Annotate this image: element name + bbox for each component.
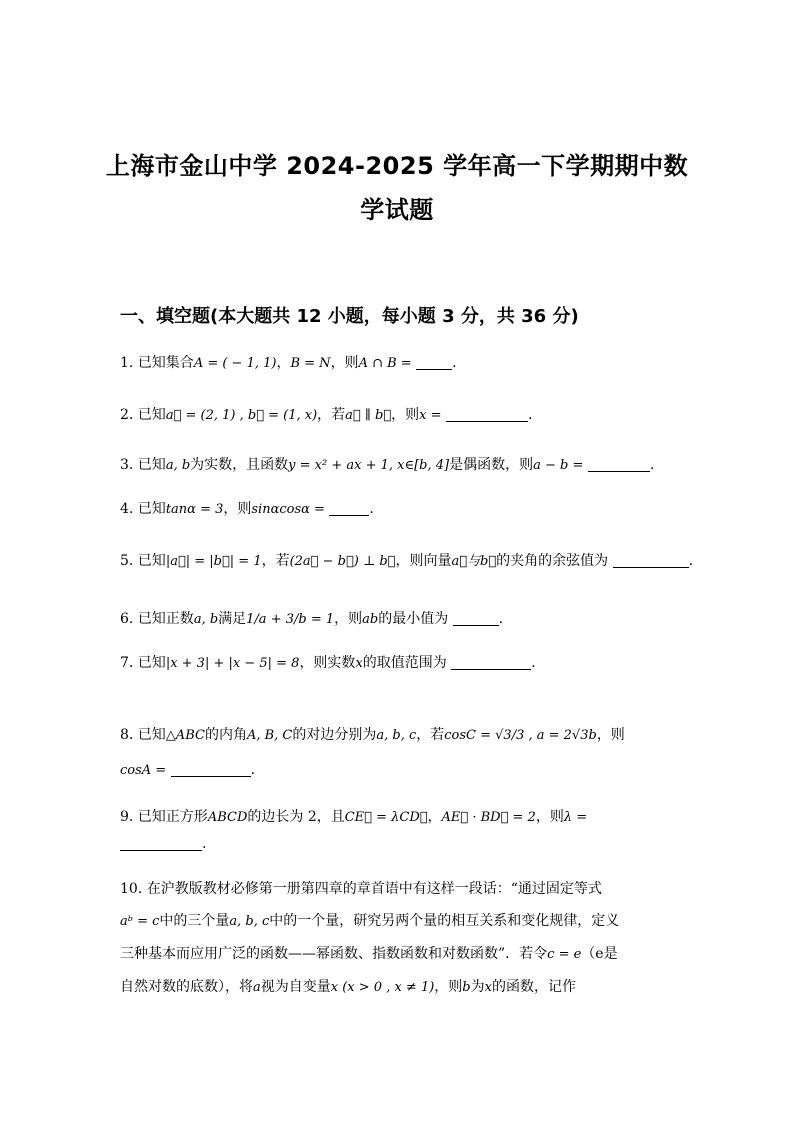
question-3 <box>120 454 680 474</box>
question-text: ， <box>276 355 291 371</box>
math-expression: a, b, c <box>229 914 270 929</box>
question-text: ，则 <box>596 727 625 743</box>
question-9 <box>120 806 680 826</box>
answer-blank[interactable] <box>416 355 452 370</box>
question-text: ，则 <box>434 979 463 995</box>
math-expression: B = N <box>290 356 331 371</box>
page-title-line2: 学试题 <box>360 196 434 224</box>
question-text: 已知 <box>137 407 166 423</box>
question-text: 的函数，记作 <box>491 979 576 995</box>
math-expression: y = x² + ax + 1, x∈[b, 4] <box>288 458 450 473</box>
math-expression: ABCD <box>207 810 248 825</box>
question-text: 的内角 <box>204 727 247 743</box>
question-text: . <box>250 762 256 778</box>
math-expression: a, b <box>165 458 191 473</box>
math-expression: |x + 3| + |x − 5| = 8 <box>165 656 300 671</box>
question-text: . <box>498 611 504 627</box>
question-text: 已知 <box>137 501 166 517</box>
question-text: ，则 <box>223 501 252 517</box>
question-text: 满足 <box>218 611 247 627</box>
question-text: ，若 <box>261 553 290 569</box>
math-expression: ab <box>362 612 379 627</box>
math-expression: A = ( − 1, 1) <box>193 356 277 371</box>
question-text: 中的一个量，研究另两个量的相互关系和变化规律，定义 <box>269 913 620 929</box>
question-8-line2 <box>120 762 680 778</box>
math-expression: tanα = 3 <box>165 502 224 517</box>
question-number: 5. <box>120 553 134 569</box>
question-text: . <box>688 553 694 569</box>
answer-blank[interactable] <box>171 762 251 777</box>
page-title-line1: 上海市金山中学 2024-2025 学年高一下学期期中数 <box>105 152 689 180</box>
math-expression: cosC = √3/3 , a = 2√3b <box>444 728 597 743</box>
math-expression: x = <box>419 408 442 423</box>
question-text: 已知 <box>137 727 166 743</box>
question-text: ，则 <box>334 611 363 627</box>
question-text: . <box>527 407 533 423</box>
question-text: 已知 <box>137 457 166 473</box>
math-expression: A, B, C <box>246 728 293 743</box>
question-10-line4 <box>120 971 680 1004</box>
question-text: 的对边分别为 <box>292 727 377 743</box>
question-text: （e是 <box>581 946 618 962</box>
question-7 <box>120 652 680 672</box>
math-expression: a <box>253 980 261 995</box>
question-number: 4. <box>120 501 134 517</box>
question-text: 的最小值为 <box>378 611 449 627</box>
math-expression: CE⃗ = λCD⃗ <box>344 810 428 825</box>
math-expression: x (x > 0 , x ≠ 1) <box>330 980 435 995</box>
math-expression: x <box>484 980 492 995</box>
question-text: ，则 <box>535 809 564 825</box>
question-number: 8. <box>120 727 134 743</box>
question-text: . <box>649 457 655 473</box>
question-text: 为实数，且函数 <box>190 457 289 473</box>
question-text: 中的三个量 <box>159 913 230 929</box>
answer-blank[interactable] <box>613 553 689 568</box>
question-text: 已知正方形 <box>137 809 208 825</box>
question-text: 是偶函数，则 <box>449 457 534 473</box>
math-expression: |a⃗| = |b⃗| = 1 <box>165 554 262 569</box>
question-text: . <box>369 501 374 517</box>
math-expression: sinαcosα = <box>251 502 325 517</box>
question-text: . <box>531 655 536 671</box>
math-expression: 1/a + 3/b = 1 <box>246 612 335 627</box>
math-expression: AE⃗ · BD⃗ = 2 <box>441 810 536 825</box>
question-number: 3. <box>120 457 134 473</box>
question-10-line2 <box>120 905 680 938</box>
question-8 <box>120 724 680 744</box>
math-expression: (2a⃗ − b⃗) ⊥ b⃗ <box>289 554 396 569</box>
question-text: 为 <box>470 979 485 995</box>
question-text: ， <box>427 809 442 825</box>
question-text: 在沪教版教材必修第一册第四章的章首语中有这样一段话：“通过固定等式 <box>146 881 602 897</box>
question-10-line1 <box>120 873 680 905</box>
math-expression: b <box>462 980 471 995</box>
question-text: . <box>202 836 207 852</box>
question-text: 视为自变量 <box>260 979 331 995</box>
answer-blank[interactable] <box>120 836 202 851</box>
question-text: ，若 <box>317 407 346 423</box>
question-text: 的边长为 2，且 <box>247 809 345 825</box>
answer-blank[interactable] <box>453 611 499 626</box>
question-text: ，则实数 <box>299 655 356 671</box>
math-expression: a⃗ ∥ b⃗ <box>345 408 392 423</box>
question-10-line3 <box>120 938 680 971</box>
question-5 <box>120 550 694 570</box>
question-text: 已知 <box>137 655 166 671</box>
question-6 <box>120 608 680 628</box>
question-number: 2. <box>120 407 134 423</box>
math-expression: c = e <box>547 947 582 962</box>
question-text: . <box>452 355 457 371</box>
question-text: ，则 <box>391 407 420 423</box>
question-4 <box>120 498 680 518</box>
math-expression: λ = <box>563 810 588 825</box>
math-expression: A ∩ B = <box>358 356 412 371</box>
question-1 <box>120 352 680 372</box>
question-text: 已知集合 <box>137 355 194 371</box>
answer-blank[interactable] <box>451 655 531 670</box>
math-expression: a⃗与b⃗ <box>451 554 497 569</box>
question-number: 6. <box>120 611 134 627</box>
question-2 <box>120 404 680 424</box>
question-text: 的取值范围为 <box>362 655 447 671</box>
math-expression: aᵇ = c <box>120 914 160 929</box>
math-expression: a − b = <box>533 458 584 473</box>
math-expression: a, b <box>193 612 219 627</box>
question-number: 9. <box>120 809 134 825</box>
question-number: 7. <box>120 655 134 671</box>
question-number: 1. <box>120 355 134 371</box>
question-9-line2 <box>120 836 680 852</box>
question-text: ，则 <box>330 355 359 371</box>
question-text: ，则向量 <box>395 553 452 569</box>
math-expression: a⃗ = (2, 1) , b⃗ = (1, x) <box>165 408 318 423</box>
question-text: 三种基本而应用广泛的函数——幂函数、指数函数和对数函数”．若令 <box>120 946 548 962</box>
answer-blank[interactable] <box>588 457 650 472</box>
answer-blank[interactable] <box>329 501 369 516</box>
answer-blank[interactable] <box>446 407 528 422</box>
math-expression: △ABC <box>165 728 205 743</box>
question-text: 自然对数的底数），将 <box>120 979 253 995</box>
question-text: 的夹角的余弦值为 <box>496 553 609 569</box>
section-heading: 一、填空题(本大题共 12 小题，每小题 3 分，共 36 分) <box>120 306 579 327</box>
question-text: 已知 <box>137 553 166 569</box>
question-number: 10. <box>120 881 143 897</box>
question-text: 已知正数 <box>137 611 194 627</box>
math-expression: a, b, c <box>376 728 417 743</box>
math-expression: cosA = <box>120 763 167 778</box>
question-10 <box>120 873 680 1004</box>
question-text: ，若 <box>416 727 445 743</box>
math-expression: x <box>355 656 363 671</box>
